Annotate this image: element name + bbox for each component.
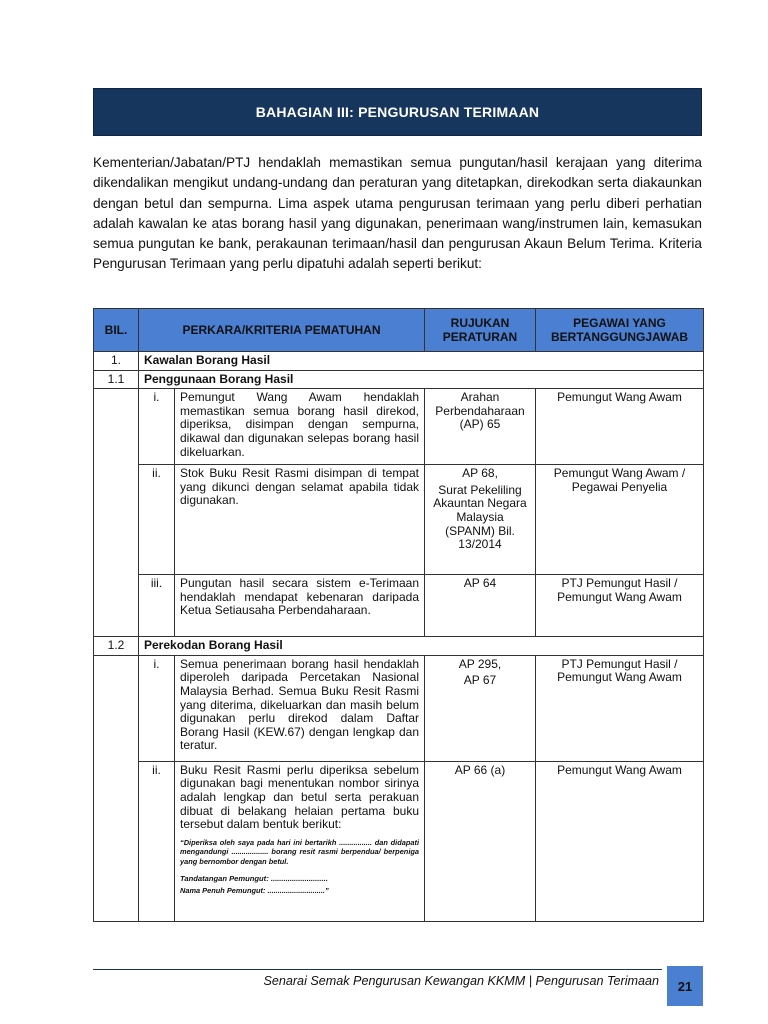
- subsection-title: Penggunaan Borang Hasil: [139, 370, 704, 389]
- table-row: [94, 655, 704, 761]
- reference-line: AP 68,: [462, 466, 498, 481]
- reference-line: AP 67: [463, 673, 497, 688]
- header-bil: BIL.: [94, 309, 139, 352]
- section-banner: [93, 88, 702, 136]
- reference-line: AP 295,: [458, 656, 502, 671]
- table-row: [94, 761, 704, 921]
- criteria-text: Buku Resit Rasmi perlu diperiksa sebelum digunakan bagi menentukan nombor sirinya adalah lengkap dan betul serta perakuan dibuat di belakang helaian pertama buku tersebut dalam bentuk berikut:: [180, 762, 419, 832]
- row-roman: i.: [139, 389, 175, 465]
- row-officer: PTJ Pemungut Hasil / Pemungut Wang Awam: [536, 655, 704, 761]
- section-title-cell: Kawalan Borang Hasil: [139, 352, 704, 371]
- header-rujukan: RUJUKAN PERATURAN: [425, 309, 536, 352]
- row-officer: Pemungut Wang Awam: [536, 761, 704, 921]
- row-officer: Pemungut Wang Awam: [536, 389, 704, 465]
- header-perkara: PERKARA/KRITERIA PEMATUHAN: [139, 309, 425, 352]
- row-criteria: Pungutan hasil secara sistem e-Terimaan hendaklah mendapat kebenaran daripada Ketua Setiausaha Perbendaharaan.: [175, 575, 425, 637]
- row-officer: PTJ Pemungut Hasil / Pemungut Wang Awam: [536, 575, 704, 637]
- row-officer: Pemungut Wang Awam / Pegawai Penyelia: [536, 465, 704, 575]
- row-reference: [425, 465, 536, 575]
- row-reference: AP 64: [425, 575, 536, 637]
- row-reference: AP 66 (a): [425, 761, 536, 921]
- row-roman: ii.: [139, 761, 175, 921]
- header-pegawai: PEGAWAI YANG BERTANGGUNGJAWAB: [536, 309, 704, 352]
- criteria-table: [93, 308, 704, 922]
- row-criteria: [175, 761, 425, 921]
- empty-bil-cell: [94, 389, 139, 637]
- subsection-title: Perekodan Borang Hasil: [139, 637, 704, 656]
- table-row: [94, 575, 704, 637]
- section-number: 1.: [94, 352, 139, 371]
- footer-divider: [93, 969, 662, 970]
- footer-text: Senarai Semak Pengurusan Kewangan KKMM | Pengurusan Terimaan: [263, 974, 659, 988]
- section-row: [94, 352, 704, 371]
- subsection-number: 1.2: [94, 637, 139, 656]
- row-reference: Arahan Perbendaharaan (AP) 65: [425, 389, 536, 465]
- row-criteria: Semua penerimaan borang hasil hendaklah diperoleh daripada Percetakan Nasional Malaysia Berhad. Semua Buku Resit Rasmi yang diterima, dikeluarkan dan masih belum digunakan perlu direkod dalam Daftar Borang Hasil (KEW.67) dengan lengkap dan teratur.: [175, 655, 425, 761]
- row-roman: ii.: [139, 465, 175, 575]
- empty-bil-cell: [94, 655, 139, 921]
- page-number-label: 21: [677, 978, 693, 994]
- reference-line: Surat Pekeliling Akauntan Negara Malaysia (SPANM) Bil. 13/2014: [433, 482, 527, 552]
- table-header-row: [94, 309, 704, 352]
- subsection-row: [94, 370, 704, 389]
- intro-paragraph: Kementerian/Jabatan/PTJ hendaklah memastikan semua pungutan/hasil kerajaan yang diterima dikendalikan mengikut undang-undang dan peraturan yang ditetapkan, direkodkan serta diakaunkan dengan betul dan sempurna. Lima aspek utama pengurusan terimaan yang perlu diberi perhatian adalah kawalan ke atas borang hasil yang digunakan, penerimaan wang/instrumen lain, kemasukan semua pungutan ke bank, perakaunan terimaan/hasil dan pengurusan Akaun Belum Terima. Kriteria Pengurusan Terimaan yang perlu dipatuhi adalah seperti berikut:: [93, 155, 702, 272]
- subsection-number: 1.1: [94, 370, 139, 389]
- table-row: [94, 389, 704, 465]
- subsection-row: [94, 637, 704, 656]
- row-criteria: Stok Buku Resit Rasmi disimpan di tempat yang dikunci dengan selamat apabila tidak digunakan.: [175, 465, 425, 575]
- name-line: Nama Penuh Pemungut: ............................”: [180, 886, 329, 896]
- row-reference: [425, 655, 536, 761]
- signature-line: Tandatangan Pemungut: ...........................: [180, 874, 328, 884]
- page-number: [667, 966, 703, 1006]
- certificate-text: “Diperiksa oleh saya pada hari ini bertarikh ................ dan didapati mengandungi .................. borang resit rasmi berpendua/ berpeniga yang bernombor dengan betul.: [180, 837, 419, 866]
- section-title: BAHAGIAN III: PENGURUSAN TERIMAAN: [255, 104, 540, 120]
- row-roman: iii.: [139, 575, 175, 637]
- row-roman: i.: [139, 655, 175, 761]
- row-criteria: Pemungut Wang Awam hendaklah memastikan semua borang hasil direkod, diperiksa, disimpan dengan sempurna, dikawal dan digunakan selepas borang hasil dikeluarkan.: [175, 389, 425, 465]
- table-row: [94, 465, 704, 575]
